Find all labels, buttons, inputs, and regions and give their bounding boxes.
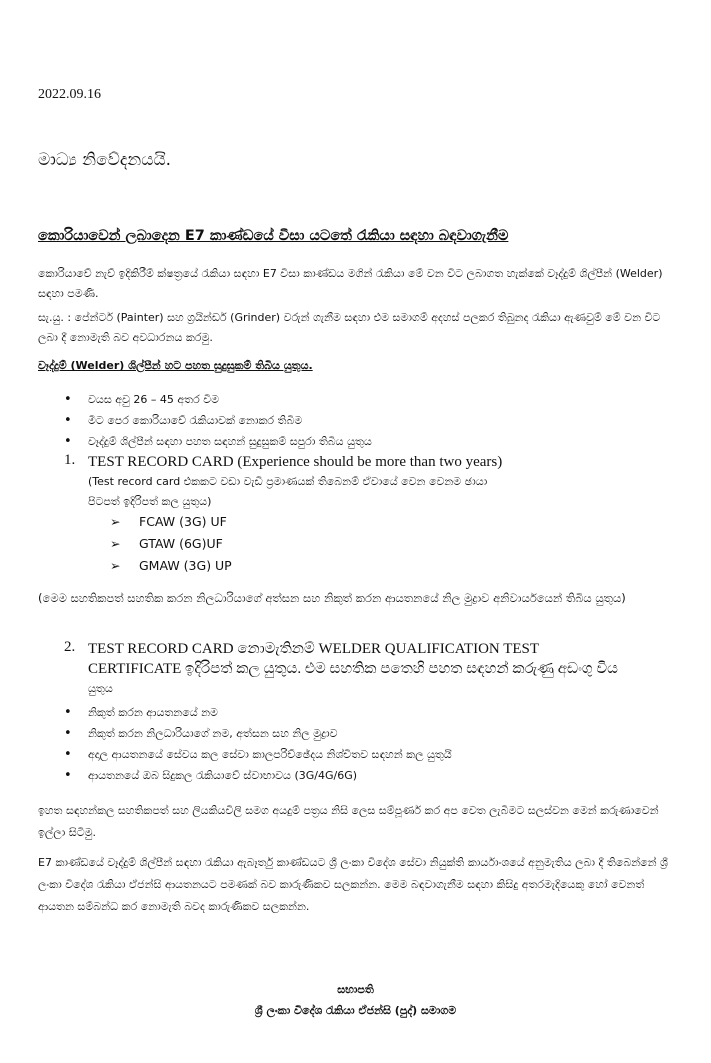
requirements-heading: වෑද්දුම් (Welder) ශිල්පීන් හට පහත සුදුසුකම් තිබිය යුතුය. (38, 359, 313, 372)
list-item: • නිකුත් කරන නිලධාරියාගේ නම, අත්සන සහ නිල මුද්‍රාව (38, 723, 452, 744)
certificate-points-list (38, 702, 452, 786)
list-item: • ආයතනයේ ඔබ සිදුකල රැකියාවේ ස්වාභාවය (3G/4G/6G) (38, 765, 452, 786)
item-number: 1. (64, 452, 76, 468)
signature-organization: ශ්‍රී ලංකා විදේශ රැකියා ඒජන්සි (පුද්) සමාගම (254, 1004, 457, 1017)
signature-role: සභාපති (337, 983, 374, 996)
arrow-bullet-icon: ➢ (110, 514, 121, 529)
numbered-item-2 (38, 639, 658, 699)
requirements-list (38, 389, 372, 452)
item-text: TEST RECORD CARD නොමැතිනම් WELDER QUALIFICATION TEST (88, 641, 540, 657)
release-date: 2022.09.16 (38, 87, 101, 102)
list-item: • මීට පෙර කොරියාවේ රැකියාවක් නොකර තිබීම (38, 410, 372, 431)
item-subtext-line: යුතුය (88, 682, 113, 695)
item-text: TEST RECORD CARD (Experience should be more than two years) (88, 454, 503, 470)
document-title: කොරියාවෙන් ලබාදෙන E7 කාණ්ඩයේ වීසා යටතේ රැකියා සඳහා බඳවාගැනීම (38, 228, 509, 244)
arrow-bullet-icon: ➢ (110, 536, 121, 551)
intro-paragraph: කොරියාවේ නැව් ඉදිකිරීම් ක්ෂත්‍රයේ රැකියා සඳහා E7 වීසා කාණ්ඩය මගින් රැකියා මේ වන විට ලබාගත හැක්කේ වෑද්දුම් ශිල්පීන් (Welder) සඳහා පමණි. (38, 267, 663, 300)
item-subtext-line: පිටපත් ඉදිරිපත් කල යුතුය) (88, 495, 212, 508)
list-item: ➢ GMAW (3G) UP (110, 555, 232, 577)
list-item: ➢ FCAW (3G) UF (110, 511, 232, 533)
list-item: • වෑද්දුම් ශිල්පීන් සඳහා පහත සඳහන් සුදුසුකම් සපුරා තිබිය යුතුය (38, 431, 372, 452)
numbered-item-1 (38, 452, 658, 512)
process-codes-list (110, 511, 232, 577)
media-release-heading: මාධ්‍ය නිවේදනයයි. (38, 150, 172, 170)
list-item: • වයස අවු 26 – 45 අතර වීම (38, 389, 372, 410)
list-item: ➢ GTAW (6G)UF (110, 533, 232, 555)
item-subtext-line: (Test record card එකකට වඩා වැඩි ප්‍රමාණයක් තිබෙනම් ඒවායේ වෙන වෙනම ඡායා (88, 475, 488, 488)
stamp-note: (මෙම සහතිකපත් සහතික කරන නිලධාරියාගේ අත්සන සහ නිකුත් කරන ආයතනයේ නිල මුද්‍රාව අනිවාර්යයෙන් තිබිය යුතුය) (38, 591, 626, 605)
arrow-bullet-icon: ➢ (110, 558, 121, 573)
disclaimer-paragraph: E7 කාණ්ඩයේ වෑද්දුම් ශිල්පීන් සඳහා රැකියා ඇබෑර්තු කාණ්ඩයට ශ්‍රී ලංකා විදේශ සේවා නියුක්ති කාර්යාංශයේ අනුමැතිය ලබා දී තිබෙන්නේ ශ්‍රී ලංකා විදේශ රැකියා ඒජන්සි ආයතනයට පමණක් බව කාරුණිකව සලකන්න. මෙම බඳවාගැනීම සඳහා කිසිදු අතරමැදියෙකු හෝ වෙනත් ආයතන සම්බන්ධ කර නොමැති බවද කාරුණිකව සලකන්න. (38, 856, 668, 913)
item-number: 2. (64, 639, 76, 655)
note-paragraph: සැ.යු. : පේන්ටර් (Painter) සහ ග්‍රයින්ඩර් (Grinder) වරුන් ගැනීම සඳහා එම සමාගම් අදහස් පලකර තිබුනද රැකියා ඇණවුම් මේ වන විට ලබා දී නොමැති බව අවධාරනය කරමු. (38, 311, 661, 344)
list-item: • අදාල ආයතනයේ සේවය කල සේවා කාලපරිච්ඡේදය නිශ්චිතව සඳහන් කල යුතුයි (38, 744, 452, 765)
item-text: CERTIFICATE ඉදිරිපත් කල යුතුය. එම සහතික පතෙහි පහත සඳහන් කරුණු අඩංගු විය (88, 661, 618, 677)
list-item: • නිකුත් කරන ආයතනයේ නම (38, 702, 452, 723)
closing-paragraph: ඉහත සඳහන්කල සහතිකපත් සහ ලියකියවිලි සමග අයදුම් පත්‍රය නිසි ලෙස සම්පූර්ණ කර අප වෙත ලැබීමට සලස්වන මෙන් කරුණාවෙන් ඉල්ලා සිටිමු. (38, 804, 659, 839)
